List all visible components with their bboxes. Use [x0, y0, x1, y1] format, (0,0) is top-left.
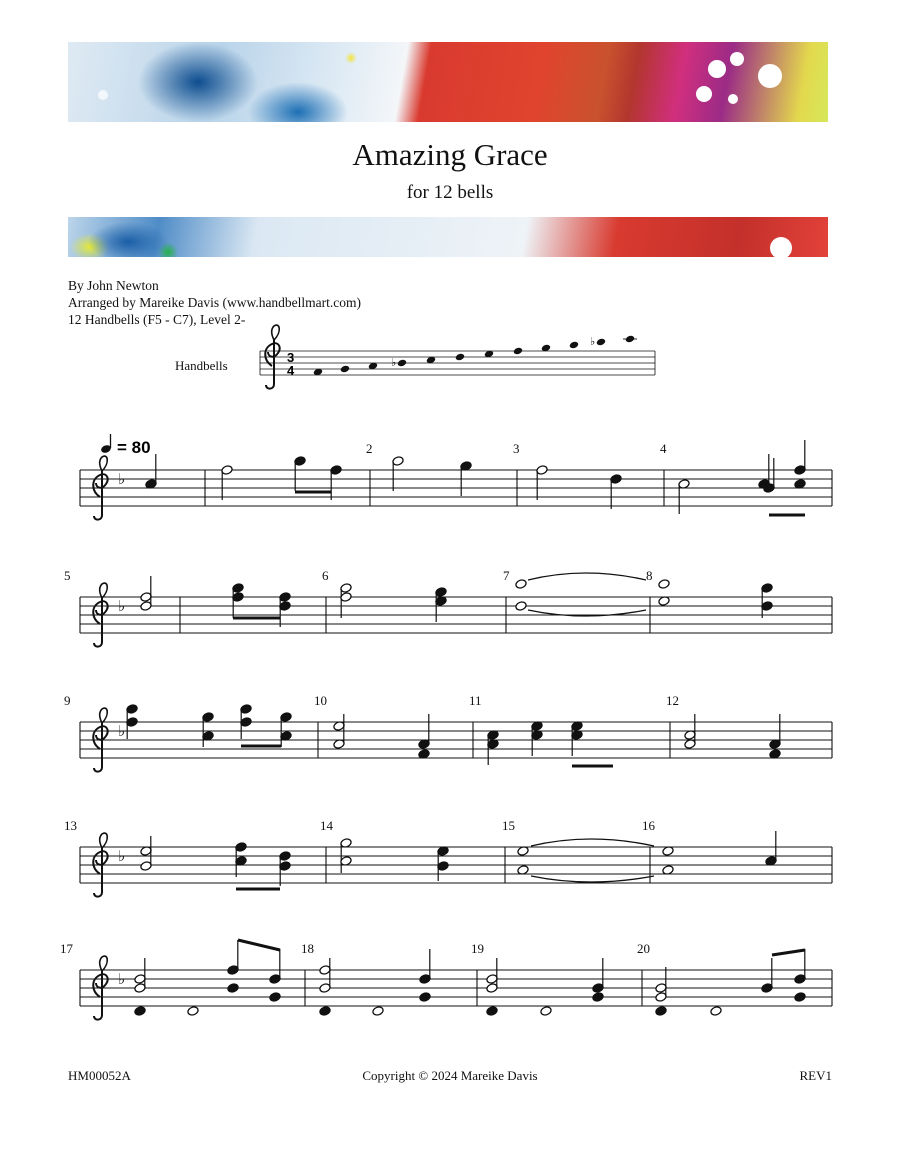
composer-credit: By John Newton	[68, 278, 159, 293]
range-note	[397, 359, 407, 368]
note-head	[515, 601, 527, 612]
measure-number: 5	[64, 568, 71, 583]
staff-system	[80, 441, 832, 520]
note-head	[710, 1006, 722, 1017]
page-title: Amazing Grace	[352, 137, 548, 172]
key-signature-flat-icon: ♭	[118, 972, 126, 988]
staves	[60, 440, 832, 1020]
key-signature-flat-icon: ♭	[118, 472, 126, 488]
measure-number: 4	[660, 441, 667, 456]
arranger-credit: Arranged by Mareike Davis (www.handbellmart.com)	[68, 295, 362, 310]
note-head	[319, 1006, 331, 1017]
measure-number: 20	[637, 941, 650, 956]
range-note	[596, 338, 606, 347]
key-signature-flat-icon: ♭	[118, 599, 126, 615]
note-head	[134, 1006, 146, 1017]
notes	[126, 440, 806, 1016]
measure-number: 12	[666, 693, 679, 708]
measure-number: 17	[60, 941, 73, 956]
time-sig-top: 3	[287, 350, 295, 365]
note-head	[372, 1006, 384, 1017]
measure-number: 9	[64, 693, 71, 708]
time-sig-bottom: 4	[287, 363, 295, 378]
note-head	[227, 983, 239, 994]
measure-number: 15	[502, 818, 515, 833]
measure-number: 2	[366, 441, 373, 456]
note-head	[515, 579, 527, 590]
key-signature-flat-icon: ♭	[118, 724, 126, 740]
range-note	[340, 365, 350, 374]
tie	[528, 573, 646, 580]
measure-number: 19	[471, 941, 484, 956]
tie	[531, 839, 654, 846]
measure-number: 16	[642, 818, 655, 833]
note-head	[592, 992, 604, 1003]
note-head	[794, 992, 806, 1003]
instrument-label: Handbells	[175, 358, 228, 373]
staff-system	[64, 568, 832, 647]
note-head	[419, 992, 431, 1003]
tempo-marking	[100, 434, 150, 457]
page-subtitle: for 12 bells	[406, 182, 494, 203]
measure-number: 14	[320, 818, 333, 833]
range-notes	[313, 335, 637, 377]
measure-number: 18	[301, 941, 314, 956]
note-head	[655, 1006, 667, 1017]
note-head	[269, 992, 281, 1003]
range-staff	[175, 325, 655, 389]
beam	[772, 950, 805, 955]
beam	[238, 940, 280, 950]
note-head	[187, 1006, 199, 1017]
note-head	[486, 1006, 498, 1017]
range-note	[513, 347, 523, 356]
note-head	[540, 1006, 552, 1017]
key-signature-flat-icon: ♭	[118, 849, 126, 865]
tempo-text: = 80	[117, 438, 151, 457]
tie	[531, 876, 654, 882]
measure-number: 10	[314, 693, 327, 708]
measure-number: 3	[513, 441, 520, 456]
staff-system	[64, 818, 832, 897]
catalog-number: HM00052A	[68, 1068, 131, 1083]
measure-number: 13	[64, 818, 77, 833]
measure-number: 7	[503, 568, 510, 583]
range-note	[455, 353, 465, 362]
instrumentation-credit: 12 Handbells (F5 - C7), Level 2-	[68, 312, 246, 327]
range-note	[569, 341, 579, 350]
measure-number: 8	[646, 568, 653, 583]
flat-icon: ♭	[391, 357, 397, 369]
note-head	[658, 579, 670, 590]
revision-label: REV1	[799, 1068, 832, 1083]
staff-system	[64, 693, 832, 772]
flat-icon: ♭	[590, 336, 596, 348]
measure-number: 6	[322, 568, 329, 583]
copyright-notice: Copyright © 2024 Mareike Davis	[362, 1068, 538, 1083]
measure-number: 11	[469, 693, 482, 708]
